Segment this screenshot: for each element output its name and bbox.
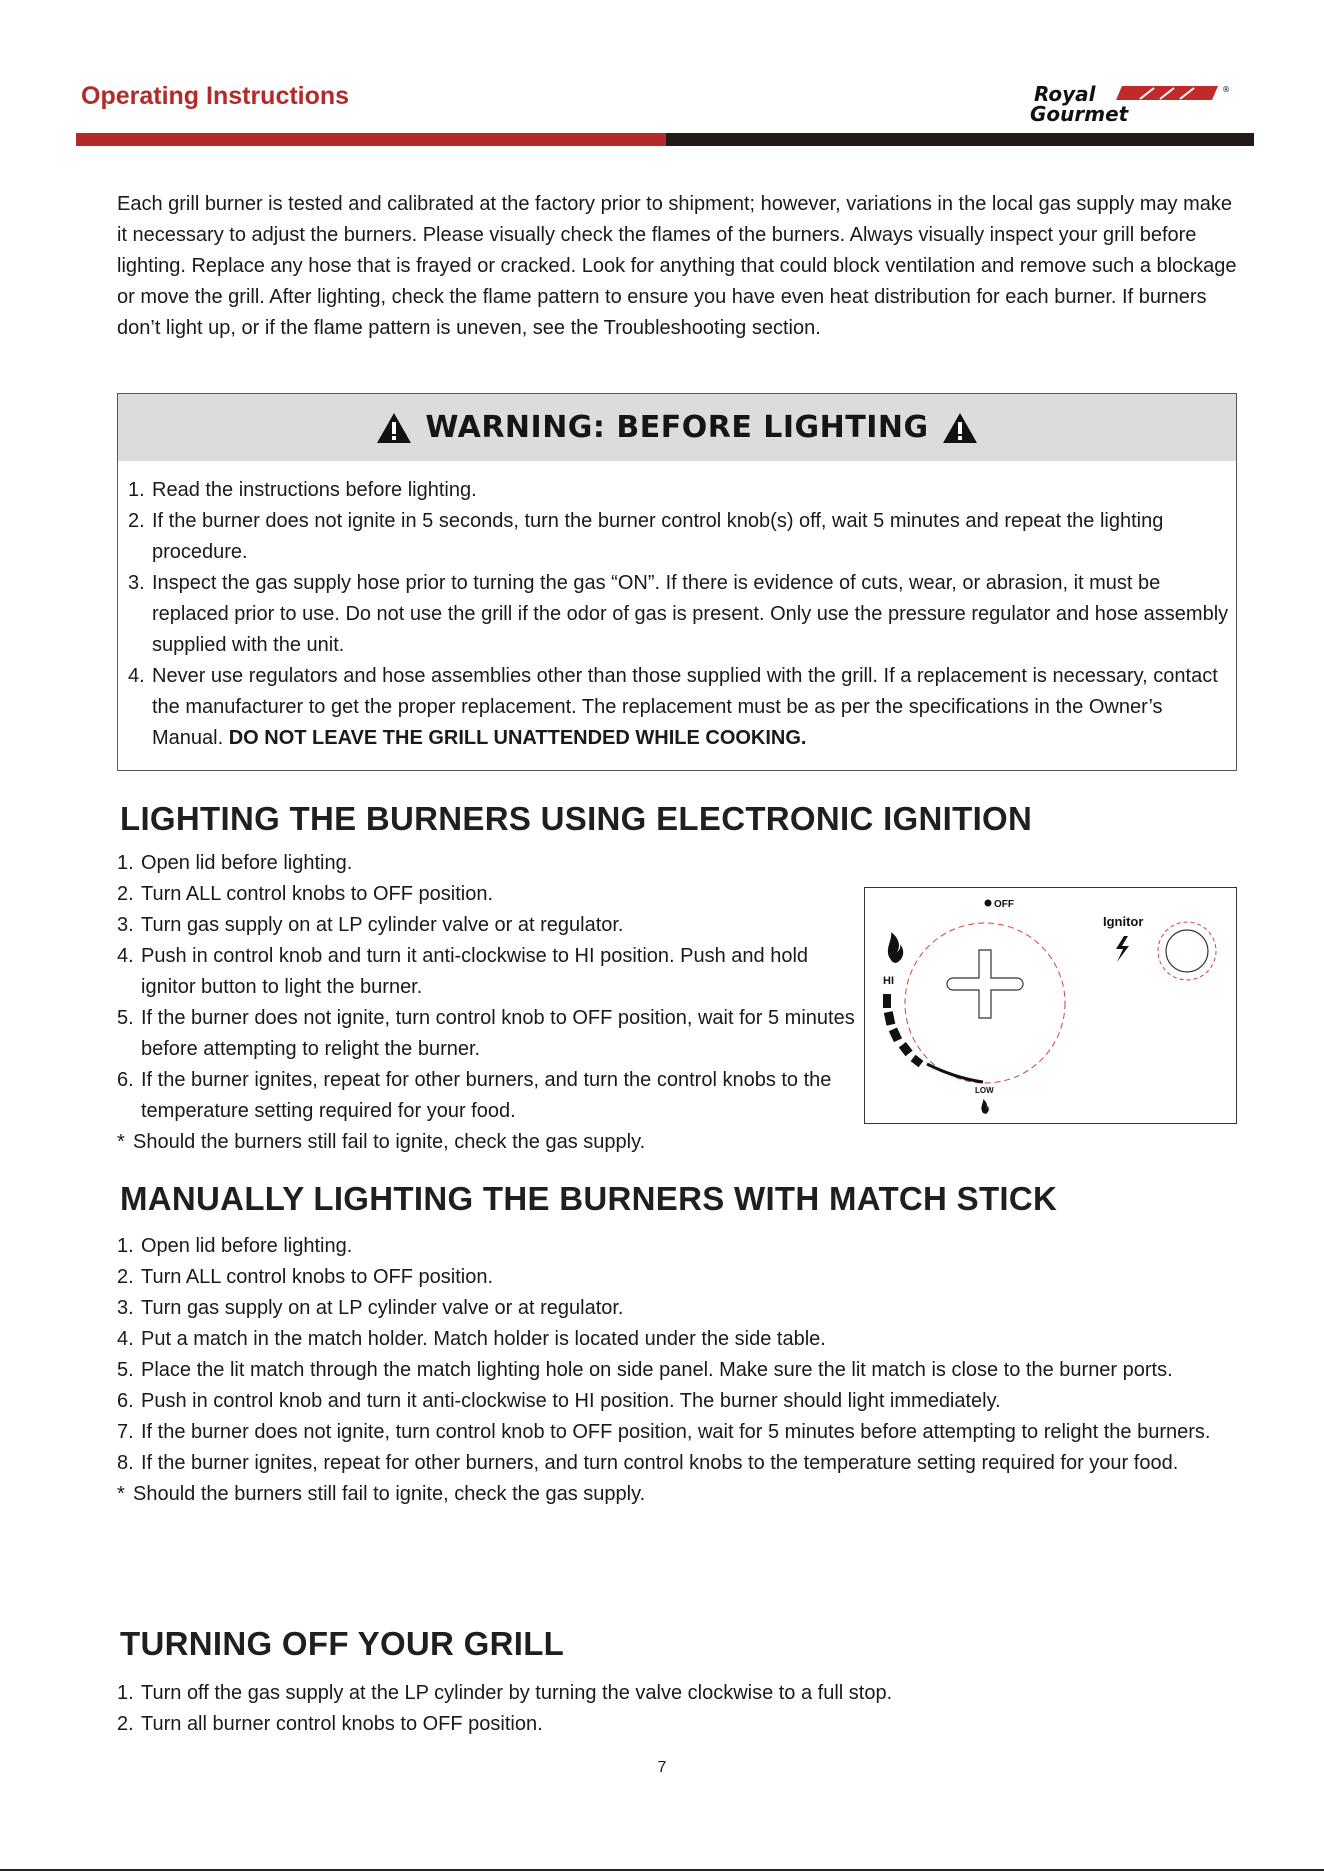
- low-label: LOW: [975, 1086, 994, 1095]
- list-item: 3. Turn gas supply on at LP cylinder valve or at regulator.: [117, 1297, 624, 1319]
- list-item: * Should the burners still fail to ignite, check the gas supply.: [117, 1131, 646, 1153]
- level-bar: [889, 1027, 902, 1042]
- spark-icon: [1116, 936, 1129, 962]
- list-item: 4. Never use regulators and hose assemblies other than those supplied with the grill. If a replacement is necessary, contact the manufacturer to get the proper replacement. The replacement must be as per the specifications in the Owner’s Manual. DO NOT LEAVE THE GRILL UNATTENDED WHILE COOKING.: [128, 665, 1218, 749]
- list-item: 5. If the burner does not ignite, turn control knob to OFF position, wait for 5 minutes before attempting to relight the burner.: [117, 1007, 855, 1060]
- warning-triangle-icon: [375, 411, 413, 445]
- warning-title: WARNING: BEFORE LIGHTING: [425, 410, 929, 445]
- hi-label: HI: [883, 975, 894, 987]
- list-item: 2. Turn ALL control knobs to OFF position.: [117, 883, 494, 905]
- list-item: * Should the burners still fail to ignite, check the gas supply.: [117, 1483, 646, 1505]
- ignitor-button: [1166, 930, 1208, 972]
- warning-emphasis: DO NOT LEAVE THE GRILL UNATTENDED WHILE COOKING.: [228, 727, 807, 749]
- svg-text:®: ®: [1222, 85, 1230, 94]
- warning-list: [118, 461, 1236, 754]
- match-steps: [117, 1231, 1237, 1510]
- page-header-title: Operating Instructions: [81, 82, 350, 110]
- page-number: 7: [657, 1759, 667, 1776]
- warning-box: [117, 393, 1237, 771]
- header-rule-dark: [666, 133, 1254, 146]
- list-item: 2. If the burner does not ignite in 5 seconds, turn the burner control knob(s) off, wait 5 minutes and repeat the lighting procedure.: [128, 510, 1164, 563]
- list-item: 5. Place the lit match through the match lighting hole on side panel. Make sure the lit match is close to the burner ports.: [117, 1359, 1173, 1381]
- list-item: 8. If the burner ignites, repeat for other burners, and turn control knobs to the temperature setting required for your food.: [117, 1452, 1179, 1474]
- level-bar: [911, 1055, 924, 1067]
- list-item: 2. Turn ALL control knobs to OFF position.: [117, 1266, 494, 1288]
- control-knob-diagram: [864, 887, 1237, 1124]
- list-item: 1. Read the instructions before lighting.: [128, 479, 477, 501]
- list-item: 4. Push in control knob and turn it anti-clockwise to HI position. Push and hold ignitor button to light the burner.: [117, 945, 809, 998]
- list-item: 6. Push in control knob and turn it anti-clockwise to HI position. The burner should light immediately.: [117, 1390, 1001, 1412]
- level-bar: [883, 994, 891, 1008]
- hi-flame-icon: [888, 932, 903, 963]
- list-item: 1. Open lid before lighting.: [117, 852, 353, 874]
- heading-turning-off: TURNING OFF YOUR GRILL: [120, 1625, 565, 1662]
- royal-gourmet-logo: [1030, 82, 1230, 124]
- warning-header: [118, 394, 1236, 461]
- list-item: 6. If the burner ignites, repeat for other burners, and turn the control knobs to the temperature setting required for your food.: [117, 1069, 832, 1122]
- electronic-steps: [117, 848, 857, 1158]
- list-item: 1. Turn off the gas supply at the LP cylinder by turning the valve clockwise to a full stop.: [117, 1682, 893, 1704]
- intro-paragraph: Each grill burner is tested and calibrated at the factory prior to shipment; however, variations in the local gas supply may make it necessary to adjust the burners. Please visually check the flames of the burners. Always visually inspect your grill before lighting. Replace any hose that is frayed or cracked. Look for anything that could block ventilation and remove such a blockage or move the grill. After lighting, check the flame pattern to ensure you have even heat distribution for each burner. If burners don’t light up, or if the flame pattern is uneven, see the Troubleshooting section.: [117, 193, 1237, 339]
- low-flame-icon: [981, 1099, 988, 1114]
- svg-text:Gourmet: Gourmet: [1030, 102, 1129, 124]
- heading-electronic-ignition: LIGHTING THE BURNERS USING ELECTRONIC IGNITION: [120, 800, 1033, 837]
- off-label: OFF: [994, 899, 1014, 910]
- header-rule-red: [76, 133, 666, 146]
- level-bar: [884, 1011, 896, 1026]
- knob-outline: [947, 950, 1023, 1018]
- list-item: 1. Open lid before lighting.: [117, 1235, 353, 1257]
- bottom-rule: [0, 1869, 1324, 1871]
- list-item: 4. Put a match in the match holder. Match holder is located under the side table.: [117, 1328, 826, 1350]
- turning-off-steps: [117, 1678, 1237, 1740]
- ignitor-label: Ignitor: [1103, 914, 1144, 929]
- level-bar: [899, 1042, 913, 1056]
- warning-triangle-icon: [941, 411, 979, 445]
- list-item: 2. Turn all burner control knobs to OFF position.: [117, 1713, 543, 1735]
- list-item: 3. Turn gas supply on at LP cylinder valve or at regulator.: [117, 914, 624, 936]
- list-item: 7. If the burner does not ignite, turn control knob to OFF position, wait for 5 minutes before attempting to relight the burners.: [117, 1421, 1211, 1443]
- list-item: 3. Inspect the gas supply hose prior to turning the gas “ON”. If there is evidence of cuts, wear, or abrasion, it must be replaced prior to use. Do not use the grill if the odor of gas is present. Only use the pressure regulator and hose assembly supplied with the unit.: [128, 572, 1229, 656]
- svg-text:Royal: Royal: [1034, 82, 1096, 106]
- heading-match-stick: MANUALLY LIGHTING THE BURNERS WITH MATCH STICK: [120, 1180, 1058, 1217]
